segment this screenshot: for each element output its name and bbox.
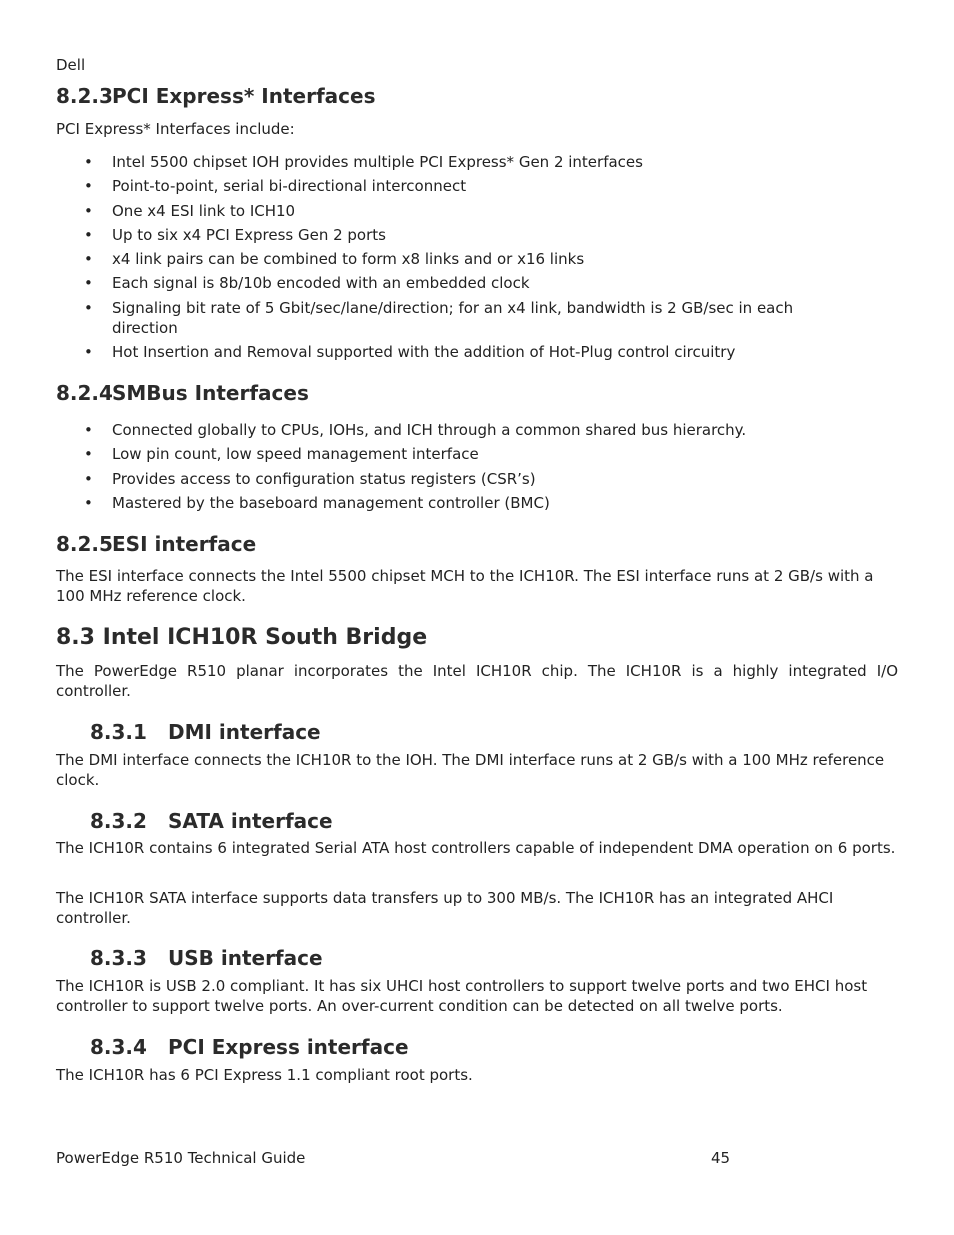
list-item: • Hot Insertion and Removal supported with the addition of Hot-Plug control circuitry (84, 343, 736, 362)
bullet-icon: • (84, 250, 93, 269)
list-item: • Up to six x4 PCI Express Gen 2 ports (84, 225, 386, 244)
list-item: • Provides access to configuration status registers (CSR’s) (84, 469, 536, 488)
section-heading-pcie-ich (90, 1035, 409, 1059)
section-heading-smbus (56, 381, 309, 405)
section-number: 8.3.3 (90, 946, 147, 970)
section-number: 8.2.3 (56, 84, 113, 108)
section-number: 8.3.2 (90, 809, 147, 833)
bullet-icon: • (84, 421, 93, 439)
section-heading-esi (56, 532, 256, 556)
section-number: 8.2.5 (56, 532, 113, 556)
bullet-icon: • (84, 343, 93, 362)
pcie-intro: PCI Express* Interfaces include: (56, 120, 295, 138)
section-heading-usb (90, 946, 323, 970)
section-heading-dmi (90, 720, 321, 744)
section-heading-ich10r: 8.3 Intel ICH10R South Bridge (56, 625, 428, 650)
bullet-icon: • (84, 225, 93, 244)
bullet-icon: • (84, 298, 93, 317)
section-title: PCI Express interface (168, 1035, 409, 1059)
section-number: 8.3.4 (90, 1035, 147, 1059)
list-item: • Low pin count, low speed management interface (84, 445, 479, 464)
bullet-icon: • (84, 201, 93, 220)
smbus-bullet-list (56, 420, 836, 517)
section-heading-pcie (56, 84, 375, 108)
section-number: 8.2.4 (56, 381, 113, 405)
sata-body-2: The ICH10R SATA interface supports data transfers up to 300 MB/s. The ICH10R has an integrated AHCI controller. (56, 889, 834, 927)
section-title: SMBus Interfaces (112, 381, 309, 405)
list-item: • Intel 5500 chipset IOH provides multiple PCI Express* Gen 2 interfaces (84, 153, 643, 171)
list-item: • Signaling bit rate of 5 Gbit/sec/lane/direction; for an x4 link, bandwidth is 2 GB/sec in each direction (84, 298, 794, 337)
esi-body: The ESI interface connects the Intel 5500 chipset MCH to the ICH10R. The ESI interface runs at 2 GB/s with a 100 MHz reference clock. (56, 567, 874, 605)
section-title: USB interface (168, 946, 323, 970)
footer-guide-title: PowerEdge R510 Technical Guide (56, 1149, 306, 1167)
list-item: • Point-to-point, serial bi-directional interconnect (84, 177, 467, 196)
list-item: • Mastered by the baseboard management controller (BMC) (84, 493, 550, 512)
section-heading-sata (90, 809, 333, 833)
section-title: DMI interface (168, 720, 321, 744)
bullet-icon: • (84, 493, 93, 512)
usb-body: The ICH10R is USB 2.0 compliant. It has six UHCI host controllers to support twelve ports and two EHCI host controller to support twelve ports. An over-current condition can be detected on all twelve ports. (56, 977, 868, 1015)
section-title: SATA interface (168, 809, 333, 833)
bullet-icon: • (84, 177, 93, 196)
bullet-icon: • (84, 445, 93, 464)
list-item: • x4 link pairs can be combined to form x8 links and or x16 links (84, 250, 585, 269)
footer-page-number: 45 (711, 1149, 731, 1167)
sata-body-1: The ICH10R contains 6 integrated Serial ATA host controllers capable of independent DMA operation on 6 ports. (56, 839, 896, 857)
ich10r-body: The PowerEdge R510 planar incorporates the Intel ICH10R chip. The ICH10R is a highly integrated I/O controller. (56, 662, 898, 700)
section-title: ESI interface (112, 532, 257, 556)
list-item: • One x4 ESI link to ICH10 (84, 201, 296, 220)
bullet-icon: • (84, 153, 93, 171)
section-number: 8.3.1 (90, 720, 147, 744)
page-header: Dell (56, 56, 86, 74)
pcie-bullet-list (56, 152, 836, 366)
bullet-icon: • (84, 469, 93, 488)
pcie-ich-body: The ICH10R has 6 PCI Express 1.1 compliant root ports. (56, 1066, 473, 1084)
dmi-body: The DMI interface connects the ICH10R to the IOH. The DMI interface runs at 2 GB/s with a 100 MHz reference clock. (56, 751, 885, 789)
section-title: PCI Express* Interfaces (112, 84, 376, 108)
list-item: • Connected globally to CPUs, IOHs, and ICH through a common shared bus hierarchy. (84, 421, 747, 439)
bullet-icon: • (84, 274, 93, 293)
list-item: • Each signal is 8b/10b encoded with an embedded clock (84, 274, 530, 293)
